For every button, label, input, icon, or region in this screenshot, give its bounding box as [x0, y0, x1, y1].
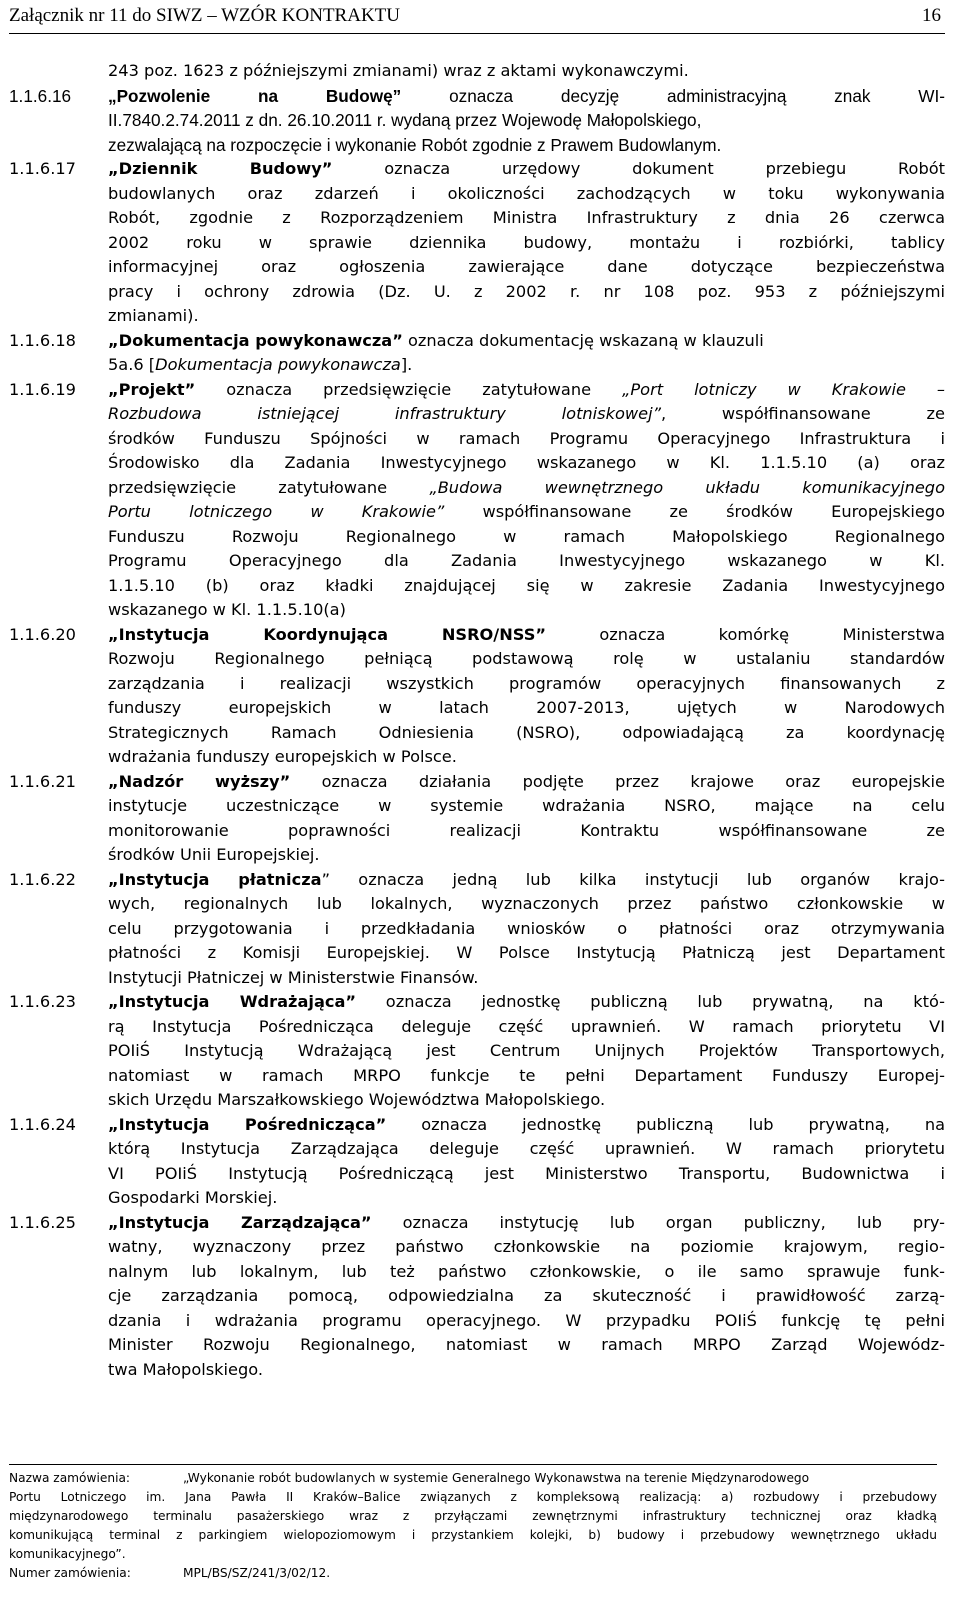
- item-text: oznacza jednostkę publiczną lub prywatną, na: [386, 1114, 945, 1134]
- item-text: oznacza decyzję administracyjną znak WI-: [401, 85, 945, 106]
- item-line: 2002 roku w sprawie dziennika budowy, montażu i rozbiórki, tablicy: [108, 232, 945, 252]
- definition-item: [9, 623, 945, 770]
- item-line: Środowisko dla Zadania Inwestycyjnego wskazanego w Kl. 1.1.5.10 (a) oraz: [108, 453, 945, 472]
- item-line: monitorowanie poprawności realizacji Kontraktu współfinansowane ze: [108, 820, 945, 840]
- item-line: zmianami).: [108, 306, 199, 325]
- footer-name-text: „Wykonanie robót budowlanych w systemie Generalnego Wykonawstwa na terenie Międzynarodowego: [183, 1471, 810, 1485]
- item-italic-text: „Budowa wewnętrznego układu komunikacyjnego: [429, 477, 945, 497]
- item-italic-text: „Port lotniczy w Krakowie –: [622, 379, 945, 399]
- definition-item: [9, 84, 945, 158]
- item-number: 1.1.6.20: [9, 624, 76, 644]
- item-line: informacyjnej oraz ogłoszenia zawierające dane dotyczące bezpieczeństwa: [108, 257, 945, 276]
- item-line: Programu Operacyjnego dla Zadania Inwestycyjnego wskazanego w Kl.: [108, 551, 945, 570]
- item-line: Strategicznych Ramach Odniesienia (NSRO), odpowiadającą za koordynację: [108, 722, 945, 742]
- item-line: VI POIiŚ Instytucją Pośredniczącą jest Ministerstwo Transportu, Budownictwa i: [108, 1163, 945, 1183]
- page-number: 16: [922, 5, 941, 26]
- item-line: Rozwoju Regionalnego pełniącą podstawową rolę w ustalaniu standardów: [108, 649, 945, 668]
- item-line: II.7840.2.74.2011 z dn. 26.10.2011 r. wydaną przez Wojewodę Małopolskiego,: [108, 110, 702, 130]
- definition-item: [9, 1113, 945, 1211]
- footer-line: komunikującą terminal z parkingiem wielopoziomowym i przystankiem kolejki, b) budowy i przebudowy wewnętrznego układu: [9, 1528, 937, 1542]
- item-line: wskazanego w Kl. 1.1.5.10(a): [108, 600, 346, 619]
- item-line: instytucje uczestniczące w systemie wdrażania NSRO, mające na celu: [108, 796, 945, 815]
- footer-name-label: Nazwa zamówienia:: [9, 1471, 131, 1485]
- item-text: oznacza działania podjęte przez krajowe oraz europejskie: [290, 771, 945, 791]
- item-text: oznacza jednostkę publiczną lub prywatną, na któ-: [356, 992, 945, 1011]
- item-text: oznacza komórkę Ministerstwa: [546, 624, 945, 644]
- item-text: współfinansowane ze środków Europejskiego: [444, 502, 945, 521]
- definition-item: [9, 157, 945, 329]
- item-line: Robót, zgodnie z Rozporządzeniem Ministra Infrastruktury z dnia 26 czerwca: [108, 208, 945, 227]
- item-text: oznacza przedsięwzięcie zatytułowane: [195, 379, 623, 399]
- item-number: 1.1.6.19: [9, 379, 76, 399]
- page-footer: [9, 1464, 937, 1583]
- item-line: zarządzania i realizacji wszystkich programów operacyjnych finansowanych z: [108, 673, 945, 693]
- item-number: 1.1.6.23: [9, 992, 76, 1011]
- item-text: ” oznacza jedną lub kilka instytucji lub organów krajo-: [321, 869, 945, 889]
- footer-line: komunikacyjnego”.: [9, 1547, 126, 1561]
- item-line: płatności z Komisji Europejskiej. W Polsce Instytucją Płatniczą jest Departament: [108, 943, 945, 962]
- item-line: środków Unii Europejskiej.: [108, 845, 320, 864]
- item-text: 5a.6 [: [108, 355, 156, 374]
- item-line: którą Instytucja Zarządzająca deleguje część uprawnień. W ramach priorytetu: [108, 1139, 945, 1158]
- footer-number-value: MPL/BS/SZ/241/3/02/12.: [183, 1566, 331, 1580]
- item-line: 1.1.5.10 (b) oraz kładki znajdującej się w zakresie Zadania Inwestycyjnego: [108, 575, 945, 595]
- item-text: przedsięwzięcie zatytułowane: [108, 477, 430, 497]
- item-line: [9, 476, 945, 501]
- footer-line: Portu Lotniczego im. Jana Pawła II Kraków–Balice związanych z kompleksową realizacją: a) rozbudowy i przebudowy: [9, 1490, 937, 1504]
- item-line: natomiast w ramach MRPO funkcje te pełni Departament Funduszy Europej-: [108, 1065, 945, 1085]
- page-header: [9, 2, 945, 34]
- item-text: oznacza urzędowy dokument przebiegu Robót: [332, 159, 945, 178]
- footer-number-label: Numer zamówienia:: [9, 1566, 131, 1580]
- footer-line: [9, 1469, 937, 1488]
- definition-item: [9, 329, 945, 378]
- item-line: budowlanych oraz zdarzeń i okoliczności zachodzących w toku wykonywania: [108, 183, 945, 203]
- definition-item: [9, 990, 945, 1113]
- item-term: „Instytucja Koordynująca NSRO/NSS”: [108, 624, 546, 644]
- continuation-line: 243 poz. 1623 z późniejszymi zmianami) wraz z aktami wykonawczymi.: [108, 61, 689, 80]
- item-number: 1.1.6.17: [9, 159, 76, 178]
- item-line: środków Funduszu Spójności w ramach Programu Operacyjnego Infrastruktura i: [108, 428, 945, 448]
- item-line: celu przygotowania i przedkładania wniosków o płatności oraz otrzymywania: [108, 918, 945, 938]
- item-text: oznacza dokumentację wskazaną w klauzuli: [402, 330, 764, 350]
- item-line: cje zarządzania pomocą, odpowiedzialna za skuteczność i prawidłowość zarzą-: [108, 1286, 945, 1305]
- footer-line: międzynarodowego terminalu pasażerskiego wraz z przyłączami zewnętrznymi infrastruktury technicznej oraz kładką: [9, 1509, 937, 1523]
- document-body: [9, 59, 945, 1382]
- item-text: oznacza instytucję lub organ publiczny, lub pry-: [371, 1212, 945, 1232]
- item-number: 1.1.6.24: [9, 1114, 76, 1134]
- item-term: „Instytucja Zarządzająca”: [108, 1212, 372, 1232]
- definition-item: [9, 1211, 945, 1383]
- item-text: ].: [400, 355, 413, 374]
- item-line: funduszy europejskich w latach 2007-2013, ujętych w Narodowych: [108, 698, 945, 717]
- item-line: zezwalającą na rozpoczęcie i wykonanie Robót zgodnie z Prawem Budowlanym.: [108, 134, 722, 155]
- item-number: 1.1.6.22: [9, 869, 76, 889]
- item-italic-text: Rozbudowa istniejącej infrastruktury lotniskowej”: [108, 404, 661, 423]
- item-number: 1.1.6.25: [9, 1212, 76, 1232]
- item-italic-text: Portu lotniczego w Krakowie”: [108, 502, 445, 521]
- item-italic-text: Dokumentacja powykonawcza: [155, 355, 401, 374]
- item-term: „Nadzór wyższy”: [108, 771, 291, 791]
- item-line: Funduszu Rozwoju Regionalnego w ramach Małopolskiego Regionalnego: [108, 526, 945, 546]
- item-number: 1.1.6.18: [9, 330, 76, 350]
- item-line: pracy i ochrony zdrowia (Dz. U. z 2002 r. nr 108 poz. 953 z późniejszymi: [108, 281, 945, 301]
- item-line: [9, 500, 945, 525]
- item-line: watny, wyznaczony przez państwo członkowskie na poziomie krajowym, regio-: [108, 1237, 945, 1256]
- item-number: 1.1.6.21: [9, 771, 76, 791]
- definition-item: [9, 378, 945, 623]
- footer-line: [9, 1564, 937, 1583]
- item-term: „Pozwolenie na Budowę”: [108, 85, 402, 106]
- item-text: , współfinansowane ze: [660, 404, 945, 423]
- item-line: POIiŚ Instytucją Wdrażającą jest Centrum Unijnych Projektów Transportowych,: [108, 1041, 945, 1060]
- item-line: rą Instytucja Pośrednicząca deleguje część uprawnień. W ramach priorytetu VI: [108, 1016, 945, 1036]
- item-term: „Instytucja Wdrażająca”: [108, 992, 357, 1011]
- item-term: „Instytucja Pośrednicząca”: [108, 1114, 387, 1134]
- definition-item: [9, 770, 945, 868]
- item-line: Gospodarki Morskiej.: [108, 1188, 278, 1207]
- item-line: wych, regionalnych lub lokalnych, wyznaczonych przez państwo członkowskie w: [108, 894, 945, 913]
- item-term: „Instytucja płatnicza: [108, 869, 322, 889]
- item-line: Instytucji Płatniczej w Ministerstwie Finansów.: [108, 967, 479, 987]
- item-line: twa Małopolskiego.: [108, 1359, 264, 1379]
- item-line: skich Urzędu Marszałkowskiego Województwa Małopolskiego.: [108, 1090, 606, 1109]
- item-term: „Dziennik Budowy”: [108, 159, 333, 178]
- item-line: [9, 402, 945, 427]
- definition-item: [9, 868, 945, 991]
- item-line: [9, 353, 945, 378]
- header-title: Załącznik nr 11 do SIWZ – WZÓR KONTRAKTU: [9, 5, 401, 26]
- item-term: „Dokumentacja powykonawcza”: [108, 330, 403, 350]
- item-term: „Projekt”: [108, 379, 196, 399]
- item-line: wdrażania funduszy europejskich w Polsce.: [108, 747, 457, 766]
- item-line: dzania i wdrażania programu operacyjnego. W przypadku POIiŚ funkcję tę pełni: [108, 1310, 945, 1330]
- item-number: 1.1.6.16: [9, 85, 72, 106]
- item-line: nalnym lub lokalnym, lub też państwo członkowskie, o ile samo sprawuje funk-: [108, 1261, 945, 1281]
- item-line: Minister Rozwoju Regionalnego, natomiast w ramach MRPO Zarząd Wojewódz-: [108, 1335, 945, 1354]
